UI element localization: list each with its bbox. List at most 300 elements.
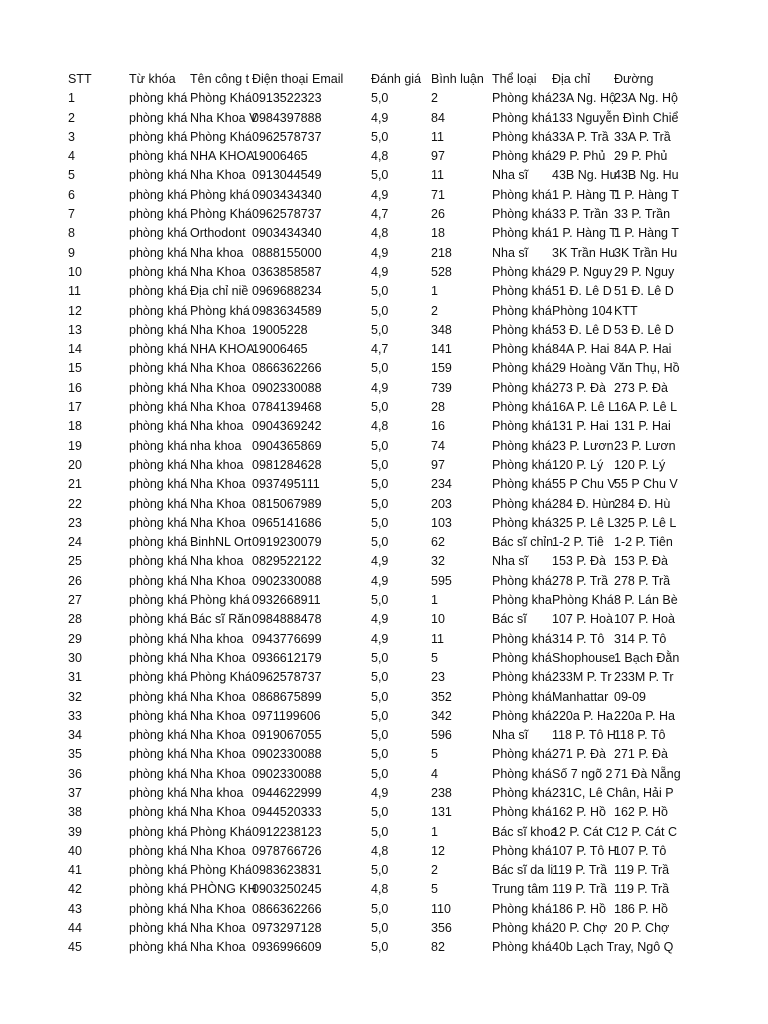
cell-keyword: phòng khá xyxy=(129,805,188,820)
cell-category: Phòng khá xyxy=(492,129,552,144)
cell-address: 33 P. Trần xyxy=(552,207,609,222)
cell-company-name: Địa chỉ niề xyxy=(190,284,249,299)
cell-stt: 9 xyxy=(68,245,75,260)
cell-keyword: phòng khá xyxy=(129,515,188,530)
cell-stt: 37 xyxy=(68,785,82,800)
cell-street: 1 Bạch Đằn xyxy=(614,650,680,665)
cell-stt: 13 xyxy=(68,322,82,337)
cell-keyword: phòng khá xyxy=(129,380,188,395)
cell-email xyxy=(312,572,370,591)
cell-stt: 43 xyxy=(68,901,82,916)
cell-keyword: phòng khá xyxy=(129,91,188,106)
cell-category: Phòng khá xyxy=(492,438,552,453)
cell-phone: 0984397888 xyxy=(252,110,322,125)
cell-address: Manhattar xyxy=(552,689,609,704)
cell-reviews: 131 xyxy=(431,805,452,820)
cell-phone: 0904369242 xyxy=(252,419,322,434)
cell-street: 325 P. Lê L xyxy=(614,515,677,530)
cell-phone: 19006465 xyxy=(252,149,308,164)
cell-phone: 0944520333 xyxy=(252,805,322,820)
cell-stt: 28 xyxy=(68,612,82,627)
cell-company-name: Nha khoa xyxy=(190,457,244,472)
cell-address: 118 P. Tô H xyxy=(552,728,616,743)
cell-email xyxy=(312,166,370,185)
cell-stt: 30 xyxy=(68,650,82,665)
cell-reviews: 32 xyxy=(431,554,445,569)
cell-keyword: phòng khá xyxy=(129,284,188,299)
cell-street: 53 Đ. Lê D xyxy=(614,322,674,337)
cell-company-name: Nha Khoa xyxy=(190,940,246,955)
cell-phone: 0978766726 xyxy=(252,843,322,858)
cell-reviews: 342 xyxy=(431,708,452,723)
cell-company-name: Nha Khoa V xyxy=(190,110,258,125)
cell-rating: 5,0 xyxy=(371,593,389,608)
cell-stt: 8 xyxy=(68,226,75,241)
cell-email xyxy=(312,321,370,340)
cell-company-name: Nha Khoa xyxy=(190,805,246,820)
cell-email xyxy=(312,340,370,359)
cell-email xyxy=(312,938,370,957)
cell-rating: 4,9 xyxy=(371,187,389,202)
cell-street: 233M P. Tr xyxy=(614,670,674,685)
cell-reviews: 11 xyxy=(431,129,444,144)
cell-email xyxy=(312,89,370,108)
cell-stt: 31 xyxy=(68,670,82,685)
cell-street: 84A P. Hai xyxy=(614,342,672,357)
cell-phone: 0902330088 xyxy=(252,766,322,781)
cell-phone: 0969688234 xyxy=(252,284,322,299)
cell-address: 3K Trần Hu xyxy=(552,245,616,260)
cell-email xyxy=(312,668,370,687)
cell-stt: 18 xyxy=(68,419,82,434)
cell-address: 131 P. Hai xyxy=(552,419,609,434)
cell-phone: 0363858587 xyxy=(252,264,322,279)
cell-reviews: 26 xyxy=(431,207,445,222)
cell-company-name: Nha Khoa xyxy=(190,650,246,665)
cell-reviews: 1 xyxy=(431,593,438,608)
cell-address: 29 P. Nguy xyxy=(552,264,613,279)
cell-company-name: Phòng Khá xyxy=(190,91,252,106)
cell-address: 16A P. Lê L xyxy=(552,400,616,415)
cell-address: 273 P. Đà xyxy=(552,380,606,395)
cell-category: Phòng khá xyxy=(492,747,552,762)
cell-address: 51 Đ. Lê D xyxy=(552,284,612,299)
cell-street: 1-2 P. Tiên xyxy=(614,535,673,550)
cell-rating: 5,0 xyxy=(371,689,389,704)
cell-stt: 26 xyxy=(68,573,82,588)
cell-keyword: phòng khá xyxy=(129,419,188,434)
cell-category: Nha sĩ xyxy=(492,168,529,183)
cell-rating: 5,0 xyxy=(371,863,389,878)
cell-reviews: 159 xyxy=(431,361,452,376)
cell-email xyxy=(312,417,370,436)
cell-category: Phòng khá xyxy=(492,650,552,665)
cell-rating: 5,0 xyxy=(371,91,389,106)
cell-rating: 5,0 xyxy=(371,438,389,453)
cell-email xyxy=(312,475,370,494)
cell-company-name: Phòng Khá xyxy=(190,824,252,839)
cell-reviews: 2 xyxy=(431,91,438,106)
cell-street: 33A P. Trầ xyxy=(614,129,671,144)
cell-phone: 0981284628 xyxy=(252,457,322,472)
cell-keyword: phòng khá xyxy=(129,573,188,588)
cell-phone: 0902330088 xyxy=(252,747,322,762)
cell-street: 153 P. Đà xyxy=(614,554,668,569)
cell-email xyxy=(312,900,370,919)
cell-stt: 24 xyxy=(68,535,82,550)
cell-phone: 0962578737 xyxy=(252,129,322,144)
cell-street: 118 P. Tô xyxy=(614,728,666,743)
header-street: Đường xyxy=(614,72,654,86)
cell-category: Phòng khá xyxy=(492,226,552,241)
cell-phone: 0903434340 xyxy=(252,187,322,202)
cell-stt: 3 xyxy=(68,129,75,144)
cell-keyword: phòng khá xyxy=(129,940,188,955)
cell-address: 1 P. Hàng T xyxy=(552,187,617,202)
cell-address: 53 Đ. Lê D xyxy=(552,322,612,337)
cell-company-name: Bác sĩ Răn xyxy=(190,612,252,627)
cell-company-name: Phòng khá xyxy=(190,593,250,608)
cell-stt: 17 xyxy=(68,400,82,415)
header-stt: STT xyxy=(68,72,92,86)
cell-keyword: phòng khá xyxy=(129,457,188,472)
cell-company-name: nha khoa xyxy=(190,438,242,453)
cell-category: Phòng khá xyxy=(492,342,552,357)
cell-rating: 4,8 xyxy=(371,843,389,858)
cell-reviews: 596 xyxy=(431,728,452,743)
cell-keyword: phòng khá xyxy=(129,342,188,357)
cell-stt: 22 xyxy=(68,496,82,511)
cell-street: 20 P. Chợ xyxy=(614,921,670,936)
cell-company-name: Phòng Khá xyxy=(190,129,252,144)
cell-rating: 5,0 xyxy=(371,303,389,318)
cell-keyword: phòng khá xyxy=(129,631,188,646)
cell-email xyxy=(312,398,370,417)
cell-stt: 35 xyxy=(68,747,82,762)
cell-category: Phòng khá xyxy=(492,419,552,434)
cell-stt: 42 xyxy=(68,882,82,897)
cell-rating: 5,0 xyxy=(371,747,389,762)
cell-email xyxy=(312,224,370,243)
cell-reviews: 2 xyxy=(431,303,438,318)
cell-phone: 0983634589 xyxy=(252,303,322,318)
cell-reviews: 12 xyxy=(431,843,445,858)
cell-reviews: 739 xyxy=(431,380,452,395)
cell-company-name: Nha Khoa xyxy=(190,728,246,743)
cell-email xyxy=(312,263,370,282)
cell-stt: 4 xyxy=(68,149,75,164)
cell-category: Phòng khá xyxy=(492,361,552,376)
cell-street: 3K Trần Hu xyxy=(614,245,678,260)
cell-rating: 5,0 xyxy=(371,515,389,530)
cell-address: 23 P. Lươn xyxy=(552,438,614,453)
cell-rating: 5,0 xyxy=(371,921,389,936)
cell-street: 186 P. Hồ xyxy=(614,901,668,916)
cell-keyword: phòng khá xyxy=(129,650,188,665)
cell-rating: 5,0 xyxy=(371,824,389,839)
cell-rating: 5,0 xyxy=(371,670,389,685)
cell-address: Phòng 104 xyxy=(552,303,613,318)
cell-stt: 34 xyxy=(68,728,82,743)
cell-street: KTT xyxy=(614,303,638,318)
cell-reviews: 1 xyxy=(431,824,438,839)
cell-category: Nha sĩ xyxy=(492,554,529,569)
cell-reviews: 82 xyxy=(431,940,445,955)
cell-company-name: Nha Khoa xyxy=(190,380,246,395)
cell-rating: 5,0 xyxy=(371,168,389,183)
cell-street: 29 P. Phủ xyxy=(614,149,668,164)
cell-address: 120 P. Lý xyxy=(552,457,604,472)
cell-reviews: 11 xyxy=(431,631,444,646)
cell-stt: 33 xyxy=(68,708,82,723)
cell-phone: 0919230079 xyxy=(252,535,322,550)
cell-keyword: phòng khá xyxy=(129,901,188,916)
cell-phone: 0944622999 xyxy=(252,785,322,800)
cell-stt: 36 xyxy=(68,766,82,781)
cell-company-name: Nha Khoa xyxy=(190,322,246,337)
header-reviews: Bình luận xyxy=(431,72,484,86)
cell-keyword: phòng khá xyxy=(129,882,188,897)
cell-phone: 19006465 xyxy=(252,342,308,357)
cell-stt: 14 xyxy=(68,342,82,357)
cell-address: 220a P. Ha xyxy=(552,708,613,723)
cell-keyword: phòng khá xyxy=(129,207,188,222)
cell-street: 43B Ng. Hu xyxy=(614,168,679,183)
cell-phone: 0971199606 xyxy=(252,708,321,723)
cell-keyword: phòng khá xyxy=(129,245,188,260)
cell-category: Phòng khá xyxy=(492,921,552,936)
cell-street: 23A Ng. Hộ xyxy=(614,91,678,106)
cell-address: 55 P Chu V xyxy=(552,477,616,492)
cell-street: 119 P. Trầ xyxy=(614,882,670,897)
cell-address: 119 P. Trầ xyxy=(552,882,608,897)
cell-rating: 5,0 xyxy=(371,496,389,511)
cell-reviews: 11 xyxy=(431,168,444,183)
cell-stt: 40 xyxy=(68,843,82,858)
cell-company-name: NHA KHOA xyxy=(190,342,255,357)
cell-reviews: 4 xyxy=(431,766,438,781)
cell-reviews: 595 xyxy=(431,573,452,588)
cell-email xyxy=(312,880,370,899)
cell-email xyxy=(312,147,370,166)
cell-phone: 0913044549 xyxy=(252,168,322,183)
cell-reviews: 110 xyxy=(431,901,451,916)
cell-phone: 0983623831 xyxy=(252,863,322,878)
cell-reviews: 23 xyxy=(431,670,445,685)
cell-phone: 0866362266 xyxy=(252,361,322,376)
cell-phone: 0913522323 xyxy=(252,91,322,106)
cell-address: 284 Đ. Hùn xyxy=(552,496,616,511)
cell-email xyxy=(312,109,370,128)
cell-keyword: phòng khá xyxy=(129,554,188,569)
cell-reviews: 141 xyxy=(431,342,452,357)
cell-company-name: Nha Khoa xyxy=(190,477,246,492)
header-phone: Điện thoại xyxy=(252,72,309,86)
cell-phone: 0866362266 xyxy=(252,901,322,916)
cell-rating: 5,0 xyxy=(371,129,389,144)
cell-company-name: Nha Khoa xyxy=(190,843,246,858)
cell-rating: 4,9 xyxy=(371,554,389,569)
cell-keyword: phòng khá xyxy=(129,708,188,723)
cell-stt: 2 xyxy=(68,110,75,125)
cell-email xyxy=(312,765,370,784)
cell-reviews: 71 xyxy=(431,187,445,202)
cell-street: 273 P. Đà xyxy=(614,380,668,395)
cell-address: 33A P. Trầ xyxy=(552,129,609,144)
cell-stt: 6 xyxy=(68,187,75,202)
cell-category: Phòng khá xyxy=(492,496,552,511)
header-rating: Đánh giá xyxy=(371,72,422,86)
cell-stt: 21 xyxy=(68,477,82,492)
cell-rating: 4,9 xyxy=(371,631,389,646)
cell-company-name: Nha Khoa xyxy=(190,573,246,588)
header-company-name: Tên công t xyxy=(190,72,250,86)
cell-street: 314 P. Tô xyxy=(614,631,667,646)
cell-category: Phòng khá xyxy=(492,670,552,685)
cell-company-name: Nha Khoa xyxy=(190,264,246,279)
cell-email xyxy=(312,688,370,707)
header-category: Thể loại xyxy=(492,72,537,86)
cell-street: 131 P. Hai xyxy=(614,419,671,434)
cell-stt: 20 xyxy=(68,457,82,472)
cell-category: Bác sĩ da li xyxy=(492,863,554,878)
cell-address: 84A P. Hai xyxy=(552,342,610,357)
cell-rating: 5,0 xyxy=(371,535,389,550)
cell-reviews: 16 xyxy=(431,419,445,434)
cell-address: 29 Hoàng Văn Thụ, Hồ xyxy=(552,361,680,376)
cell-category: Phòng khá xyxy=(492,689,552,704)
cell-rating: 4,9 xyxy=(371,573,389,588)
cell-stt: 27 xyxy=(68,593,82,608)
cell-email xyxy=(312,803,370,822)
cell-keyword: phòng khá xyxy=(129,747,188,762)
cell-street: 220a P. Ha xyxy=(614,708,675,723)
cell-email xyxy=(312,282,370,301)
cell-reviews: 18 xyxy=(431,226,445,241)
cell-email xyxy=(312,437,370,456)
cell-category: Nha sĩ xyxy=(492,728,529,743)
cell-reviews: 348 xyxy=(431,322,452,337)
cell-email xyxy=(312,244,370,263)
cell-email xyxy=(312,726,370,745)
cell-reviews: 2 xyxy=(431,863,438,878)
cell-phone: 0962578737 xyxy=(252,207,322,222)
cell-company-name: Phòng Khá xyxy=(190,207,252,222)
cell-rating: 5,0 xyxy=(371,400,389,415)
cell-phone: 0962578737 xyxy=(252,670,322,685)
cell-rating: 4,7 xyxy=(371,342,389,357)
cell-company-name: Nha Khoa xyxy=(190,747,246,762)
cell-street: 51 Đ. Lê D xyxy=(614,284,674,299)
cell-rating: 4,9 xyxy=(371,612,389,627)
cell-category: Phòng khá xyxy=(492,785,552,800)
cell-category: Bác sĩ xyxy=(492,612,527,627)
cell-stt: 32 xyxy=(68,689,82,704)
cell-email xyxy=(312,649,370,668)
cell-keyword: phòng khá xyxy=(129,535,188,550)
cell-street: 284 Đ. Hù xyxy=(614,496,671,511)
cell-rating: 5,0 xyxy=(371,650,389,665)
cell-category: Phòng kha xyxy=(492,593,552,608)
cell-email xyxy=(312,552,370,571)
cell-reviews: 97 xyxy=(431,149,445,164)
cell-street: 162 P. Hồ xyxy=(614,805,668,820)
cell-email xyxy=(312,186,370,205)
cell-reviews: 97 xyxy=(431,457,445,472)
cell-email xyxy=(312,495,370,514)
cell-keyword: phòng khá xyxy=(129,226,188,241)
cell-address: 20 P. Chợ xyxy=(552,921,608,936)
cell-stt: 12 xyxy=(68,303,82,318)
cell-keyword: phòng khá xyxy=(129,593,188,608)
cell-stt: 10 xyxy=(68,264,82,279)
cell-phone: 0937495111 xyxy=(252,477,320,492)
cell-keyword: phòng khá xyxy=(129,129,188,144)
cell-rating: 4,7 xyxy=(371,207,389,222)
cell-stt: 29 xyxy=(68,631,82,646)
cell-rating: 4,9 xyxy=(371,245,389,260)
cell-phone: 0902330088 xyxy=(252,573,322,588)
cell-street: 107 P. Tô xyxy=(614,843,667,858)
cell-rating: 5,0 xyxy=(371,940,389,955)
cell-company-name: Nha khoa xyxy=(190,631,244,646)
cell-address: 12 P. Cát C xyxy=(552,824,616,839)
cell-address: Phòng Khá xyxy=(552,593,614,608)
cell-keyword: phòng khá xyxy=(129,110,188,125)
cell-company-name: Nha Khoa xyxy=(190,168,246,183)
cell-stt: 1 xyxy=(68,91,75,106)
cell-street: 271 P. Đà xyxy=(614,747,668,762)
cell-rating: 5,0 xyxy=(371,284,389,299)
cell-company-name: Nha Khoa xyxy=(190,400,246,415)
cell-phone: 0888155000 xyxy=(252,245,322,260)
cell-stt: 38 xyxy=(68,805,82,820)
header-email: Email xyxy=(312,72,344,86)
cell-company-name: Phòng khá xyxy=(190,303,250,318)
cell-address: 1 P. Hàng T xyxy=(552,226,617,241)
cell-rating: 5,0 xyxy=(371,805,389,820)
cell-rating: 5,0 xyxy=(371,477,389,492)
cell-category: Nha sĩ xyxy=(492,245,529,260)
cell-stt: 39 xyxy=(68,824,82,839)
cell-keyword: phòng khá xyxy=(129,728,188,743)
cell-rating: 4,8 xyxy=(371,882,389,897)
cell-category: Phòng khá xyxy=(492,515,552,530)
cell-address: 40b Lạch Tray, Ngô Q xyxy=(552,940,674,955)
cell-stt: 41 xyxy=(68,863,82,878)
cell-email xyxy=(312,514,370,533)
cell-address: 186 P. Hồ xyxy=(552,901,606,916)
cell-street: 12 P. Cát C xyxy=(614,824,678,839)
cell-email xyxy=(312,823,370,842)
cell-category: Phòng khá xyxy=(492,207,552,222)
cell-stt: 15 xyxy=(68,361,82,376)
cell-keyword: phòng khá xyxy=(129,438,188,453)
cell-reviews: 28 xyxy=(431,400,445,415)
cell-address: 278 P. Trầ xyxy=(552,573,609,588)
cell-company-name: Phòng Khá xyxy=(190,670,252,685)
cell-category: Phòng khá xyxy=(492,901,552,916)
cell-category: Trung tâm xyxy=(492,882,549,897)
cell-keyword: phòng khá xyxy=(129,496,188,511)
cell-address: 162 P. Hồ xyxy=(552,805,606,820)
cell-email xyxy=(312,919,370,938)
cell-company-name: BinhNL Ort xyxy=(190,535,252,550)
cell-company-name: Nha khoa xyxy=(190,419,244,434)
cell-company-name: Nha Khoa xyxy=(190,515,246,530)
cell-stt: 7 xyxy=(68,207,75,222)
cell-reviews: 203 xyxy=(431,496,452,511)
